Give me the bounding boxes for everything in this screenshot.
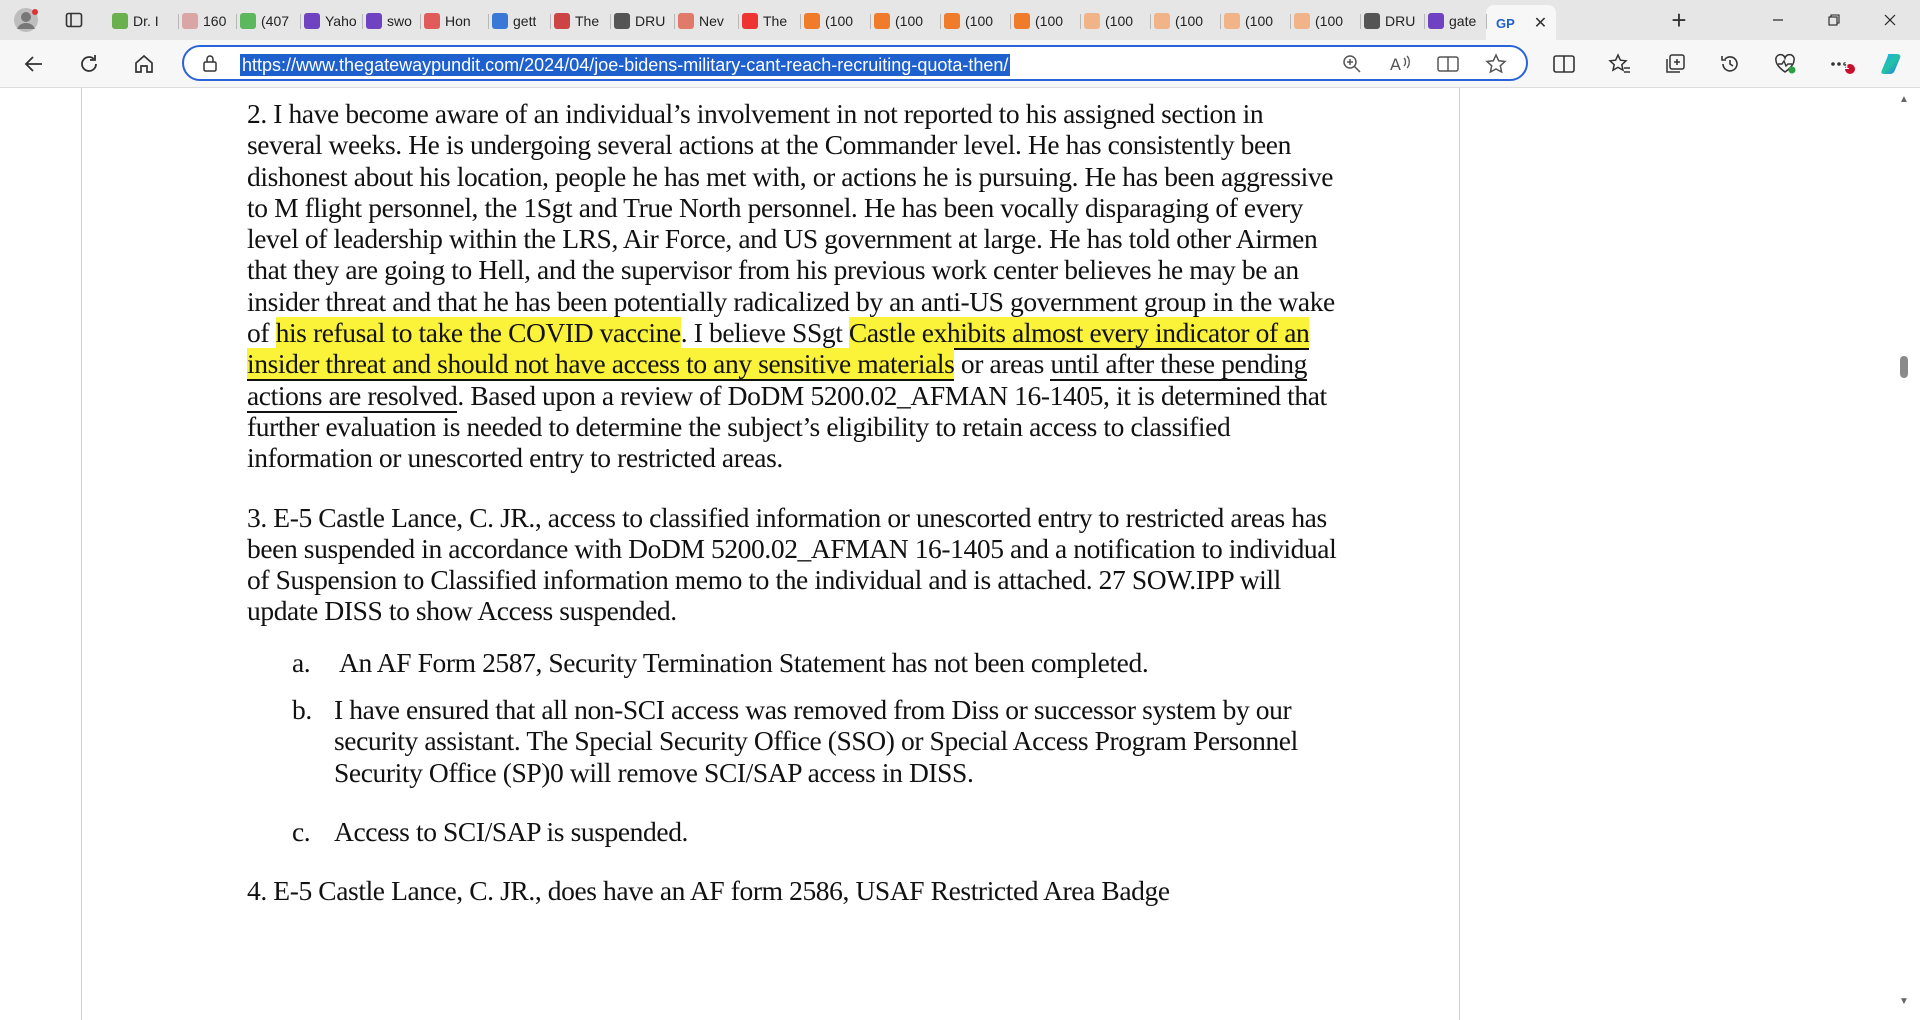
tab-title: Yaho [325, 13, 357, 29]
vertical-scrollbar[interactable] [1896, 88, 1912, 1020]
paragraph-2 [247, 98, 1337, 474]
minimize-button[interactable] [1750, 0, 1806, 40]
svg-text:A: A [1390, 55, 1401, 74]
tab-active[interactable] [1486, 5, 1556, 41]
drudge-favicon-icon [1364, 13, 1380, 29]
tab-7[interactable] [488, 5, 550, 37]
paragraph-2-text-3: or areas [954, 348, 1051, 380]
history-icon [1719, 53, 1741, 75]
collections-icon [1664, 53, 1686, 75]
tab-strip [0, 0, 1920, 40]
sub-item-c [247, 816, 1337, 847]
sub-item-c-text: Access to SCI/SAP is suspended. [334, 815, 689, 847]
tab-9[interactable] [610, 5, 674, 37]
url-text[interactable]: https://www.thegatewaypundit.com/2024/04/joe-bidens-military-cant-reach-recruiting-quota-then/ [242, 55, 1009, 75]
underline-pending-actions: until after these pending actions are resolved [247, 348, 1307, 411]
tab-14[interactable] [940, 5, 1010, 37]
paragraph-3: 3. E-5 Castle Lance, C. JR., access to classified information or unescorted entry to restricted areas has been suspended in accordance with DoDM 5200.02_AFMAN 16-1405 and a notification to individual of Suspension to Classified information memo to the individual and is attached. 27 SOW.IPP will update DISS to show Access suspended. [247, 501, 1337, 627]
paragraph-2-text-2: . I believe SSgt [680, 317, 849, 349]
play-favicon-icon [112, 13, 128, 29]
profile-button[interactable] [10, 4, 42, 36]
settings-more-button[interactable] [1826, 48, 1858, 80]
web-content [0, 88, 1920, 1020]
notification-badge: 1 [1844, 61, 1850, 71]
r-favicon-icon [678, 13, 694, 29]
tab-title: 160 [203, 13, 227, 29]
favorites-icon [1608, 53, 1632, 75]
sub-item-b-label: b. [292, 694, 312, 726]
paragraph-4: 4. E-5 Castle Lance, C. JR., does have an AF form 2586, USAF Restricted Area Badge [247, 875, 1170, 907]
tab-12[interactable] [800, 5, 870, 37]
tab-11[interactable] [738, 5, 800, 37]
search-favicon-icon [492, 13, 508, 29]
bookmark-favicon-icon [874, 13, 890, 29]
back-arrow-icon [23, 53, 45, 75]
sub-item-b [247, 694, 1337, 788]
ds-favicon-icon [554, 13, 570, 29]
tab-actions-button[interactable] [58, 4, 90, 36]
tab-19[interactable] [1290, 5, 1360, 37]
tab-title: gate [1449, 13, 1477, 29]
tab-4[interactable] [300, 5, 362, 37]
bookmark-favicon-icon [1014, 13, 1030, 29]
yahoo-favicon-icon [304, 13, 320, 29]
favorite-star-icon[interactable] [1484, 52, 1508, 76]
scanned-document [247, 98, 1337, 907]
tab-17[interactable] [1150, 5, 1220, 37]
sub-item-c-label: c. [292, 815, 311, 847]
tab-title: swo [387, 13, 412, 29]
bookmark-favicon-icon [804, 13, 820, 29]
tab-title: (407 [261, 13, 290, 29]
close-window-button[interactable] [1862, 0, 1918, 40]
tab-16[interactable] [1080, 5, 1150, 37]
bookmark-favicon-icon [1084, 13, 1100, 29]
tab-title: DRU [635, 13, 666, 29]
paragraph-2-text-4: . Based upon a review of DoDM 5200.02_AFMAN 16-1405, it is determined that further evaluation is needed to determine the subject’s eligibility to retain access to classified information or unescorted entry to restricted areas. [247, 379, 1327, 474]
bookmark-favicon-icon [1294, 13, 1310, 29]
new-tab-button[interactable]: + [1671, 4, 1687, 35]
back-button[interactable] [18, 48, 50, 80]
tab-title: (100 [965, 13, 994, 29]
tab-21[interactable] [1424, 5, 1486, 37]
restore-icon [1828, 14, 1840, 26]
lock-icon[interactable] [202, 54, 218, 77]
tab-title: Hon [445, 13, 471, 29]
bi-favicon-icon [182, 13, 198, 29]
yahoo-favicon-icon [1428, 13, 1444, 29]
copilot-icon [1879, 51, 1905, 77]
tab-close-icon[interactable]: ✕ [1533, 15, 1548, 32]
performance-button[interactable] [1769, 48, 1801, 80]
bookmark-favicon-icon [1154, 13, 1170, 29]
tab-15[interactable] [1010, 5, 1080, 37]
profile-icon [13, 7, 39, 33]
tab-actions-icon [65, 11, 83, 29]
tab-title: (100 [825, 13, 854, 29]
collections-button[interactable] [1659, 48, 1691, 80]
tab-title: DRU [1385, 13, 1416, 29]
more-dots-icon [1829, 52, 1855, 76]
scroll-down-arrow-icon[interactable]: ▼ [1899, 996, 1909, 1007]
tab-title: (100 [1315, 13, 1344, 29]
tab-13[interactable] [870, 5, 940, 37]
bookmark-favicon-icon [944, 13, 960, 29]
tab-8[interactable] [550, 5, 610, 37]
immersive-reader-icon[interactable] [1436, 52, 1460, 76]
close-icon [1884, 14, 1896, 26]
tab-10[interactable] [674, 5, 738, 37]
home-icon [133, 53, 155, 75]
navigation-toolbar [0, 40, 1920, 88]
tab-title: (100 [1245, 13, 1274, 29]
copilot-button[interactable] [1876, 48, 1908, 80]
refresh-button[interactable] [73, 48, 105, 80]
active-tab-title: GP [1496, 15, 1515, 31]
favorites-button[interactable] [1604, 48, 1636, 80]
tab-1[interactable] [108, 5, 178, 37]
sub-item-a-label: a. [292, 646, 311, 678]
tab-3[interactable] [236, 5, 300, 37]
tab-title: (100 [1035, 13, 1064, 29]
paragraph-2-text: 2. I have become aware of an individual’s involvement in not reported to his assigned section in several weeks. He is undergoing several actions at the Commander level. He has consistently been dishonest about his location, people he has met with, or actions he is pursuing. He has been aggressive to M flight personnel, the 1Sgt and True North personnel. He has been vocally disparaging of every level of leadership within the LRS, Air Force, and US government at large. He has told other Airmen that they are going to Hell, and the supervisor from his previous work center believes he may be an insider threat and that he has been potentially radicalized by an anti-US government group in the wake of [247, 98, 1335, 349]
tab-5[interactable] [362, 5, 420, 37]
sub-item-a-text: An AF Form 2587, Security Termination Statement has not been completed. [339, 646, 1149, 678]
person-favicon-icon [424, 13, 440, 29]
highlight-insider-threat: Castle exhibits almost every indicator of an insider threat and should not have access to any sensitive materials [247, 317, 1310, 380]
read-aloud-icon[interactable] [1388, 52, 1412, 76]
minimize-icon [1772, 14, 1784, 26]
highlight-covid-vaccine: his refusal to take the COVID vaccine [275, 317, 681, 349]
address-bar[interactable] [182, 45, 1528, 81]
yahoo-favicon-icon [366, 13, 382, 29]
history-button[interactable] [1714, 48, 1746, 80]
restore-button[interactable] [1806, 0, 1862, 40]
refresh-icon [78, 53, 100, 75]
tab-title: (100 [1105, 13, 1134, 29]
tab-title: Nev [699, 13, 724, 29]
tab-2[interactable] [178, 5, 236, 37]
tab-18[interactable] [1220, 5, 1290, 37]
heartbeat-icon [1773, 53, 1797, 75]
split-screen-icon [1553, 54, 1575, 74]
youtube-favicon-icon [742, 13, 758, 29]
tab-title: The [763, 13, 788, 29]
tab-list [108, 4, 1556, 38]
bookmark-favicon-icon [1224, 13, 1240, 29]
home-button[interactable] [128, 48, 160, 80]
sub-item-b-text: I have ensured that all non-SCI access was removed from Diss or successor system by our security assistant. The Special Security Office (SSO) or Special Access Program Personnel Security Office (SP)0 will remove SCI/SAP access in DISS. [334, 694, 1298, 788]
sub-item-a [247, 647, 1337, 678]
scroll-up-arrow-icon[interactable]: ▲ [1899, 94, 1909, 105]
scrollbar-thumb[interactable] [1900, 356, 1908, 378]
drudge-favicon-icon [614, 13, 630, 29]
tab-20[interactable] [1360, 5, 1424, 37]
tab-title: gett [513, 13, 537, 29]
tab-title: (100 [1175, 13, 1204, 29]
split-screen-button[interactable] [1548, 48, 1580, 80]
tab-title: The [575, 13, 600, 29]
tab-6[interactable] [420, 5, 488, 37]
tab-title: Dr. I [133, 13, 159, 29]
tab-title: (100 [895, 13, 924, 29]
g-favicon-icon [240, 13, 256, 29]
zoom-icon[interactable] [1340, 52, 1364, 76]
